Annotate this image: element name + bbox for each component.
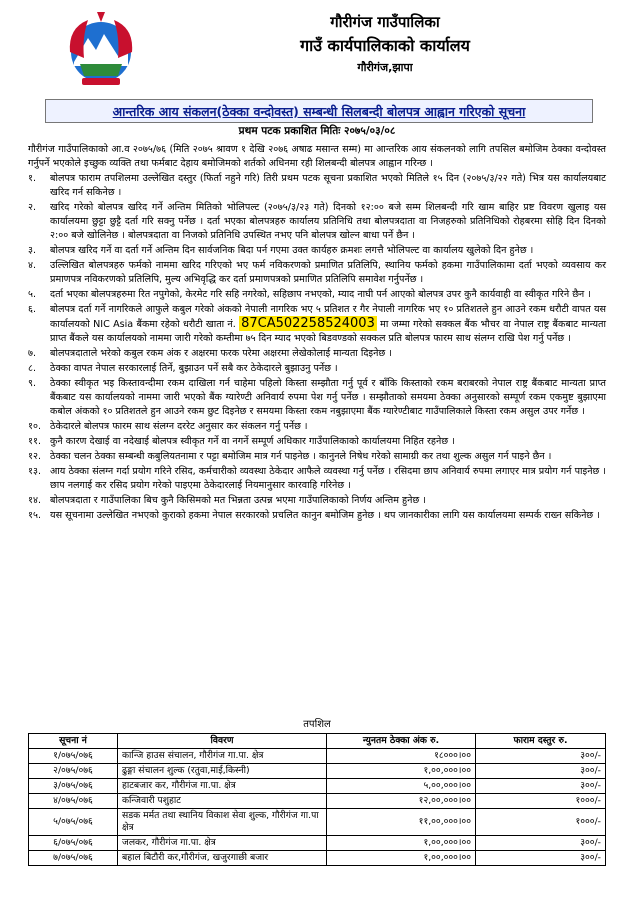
condition-item [28,347,606,361]
cell-notice-no: ६/०७५/०७६ [29,836,118,851]
item-number: २. [28,202,37,213]
condition-item [28,172,606,200]
condition-item [28,450,606,464]
item-number: ६. [28,304,37,315]
nepal-emblem-icon [60,8,142,90]
cell-form-fee: ३००/- [476,779,606,794]
item-number: १२. [28,451,42,462]
cell-notice-no: ४/०७५/०७६ [29,794,118,809]
condition-item [28,420,606,434]
condition-item [28,244,606,258]
col-header-description: विवरण [118,734,327,749]
cell-min-amount: ११,००,०००।०० [327,809,476,836]
deposit-text-after: मा जम्मा गरेको सक्कल बैंक भौचर वा नेपाल राष्ट्र बैंकबाट मान्यता प्राप्त बैंकले यस कार्यालयको नाममा जारी गरेको कम्तीमा ७५ दिन म्याद भएको बिडवण्डको सक्कल प्रति बोलपत्र फारम साथ संलग्न राखि पेश गर्नु पर्नेछ । [50,319,606,344]
item-text: यस सूचनामा उल्लेखित नभएको कुराको हकमा नेपाल सरकारको प्रचलित कानुन बमोजिम हुनेछ । थप जानकारीका लागि यस कार्यालयमा सम्पर्क राख्न सकिनेछ । [50,510,600,521]
item-text: उल्लिखित बोलपत्रहरु फर्मको नाममा खरिद गरिएको भए फर्म नविकरणको प्रमाणित प्रतिलिपि, स्थानिय फर्मको हकमा गाउँपालिकामा दर्ता भएको व्यवसाय कर प्रमाणपत्र नविकरणको प्रतिलिपि, मुल्य अभिवृद्धि कर दर्ता प्रमाणपत्रको प्रमाणित प्रतिलिपि समावेश गर्नुपर्नेछ । [50,260,606,285]
item-number: १. [28,173,37,184]
office-title: गाउँ कार्यपालिकाको कार्यालय [300,36,470,55]
cell-description: कन्जिवारी पशुहाट [118,794,327,809]
cell-notice-no: २/०७५/०७६ [29,764,118,779]
notice-title: आन्तरिक आय संकलन(ठेक्का वन्दोवस्त) सम्बन्धी सिलबन्दी बोलपत्र आह्वान गरिएको सूचना [112,103,526,119]
table-row [29,779,606,794]
cell-form-fee: १०००/- [476,809,606,836]
item-number: ११. [28,436,42,447]
notice-body [28,143,606,524]
cell-description: कान्जि हाउस संचालन, गौरीगंज गा.पा. क्षेत्र [118,749,327,764]
cell-min-amount: १२,००,०००।०० [327,794,476,809]
item-number: ४. [28,260,37,271]
condition-item-deposit [28,303,606,346]
cell-min-amount: १,००,०००।०० [327,764,476,779]
item-number: ५. [28,289,37,300]
item-number: ९. [28,378,37,389]
office-address: गौरीगंज,झापा [357,61,413,74]
cell-description: सडक मर्मत तथा स्थानिय विकाश सेवा शुल्क, गौरीगंज गा.पा क्षेत्र [118,809,327,836]
deposit-account-number: 87CA502258524003 [241,316,375,331]
cell-notice-no: ७/०७५/०७६ [29,851,118,866]
cell-min-amount: ५,००,०००।०० [327,779,476,794]
cell-min-amount: १,००,०००।०० [327,851,476,866]
cell-form-fee: ३००/- [476,836,606,851]
table-row [29,764,606,779]
item-text: बोलपत्रदाताले भरेको कबुल रकम अंक र अक्षरमा फरक परेमा अक्षरमा लेखेकोलाई मान्यता दिइनेछ । [50,348,392,359]
condition-item [28,494,606,508]
cell-description: हाटबजार कर, गौरीगंज गा.पा. क्षेत्र [118,779,327,794]
item-text: ठेक्का चलन ठेक्का सम्बन्धी कबुलियतनामा र पट्टा बमोजिम मात्र गर्न पाइनेछ । कानुनले निषेध गरेको सामाग्री कर तथा शुल्क असुल गर्न पाइने छैन । [50,451,552,462]
table-row [29,836,606,851]
intro-paragraph: गौरीगंज गाउँपालिकाको आ.व २०७५/७६ (मिति २०७५ श्रावण १ देखि २०७६ अषाढ मसान्त सम्म) मा आन्तरिक आय संकलनको लागि तपसिल बमोजिम ठेक्का वन्दोवस्त गर्नुपर्ने भएकोले इच्छुक व्यक्ति तथा फर्मबाट देहाय बमोजिमको शर्तको अधिनमा रही शिलबन्दी बोलपत्र आह्वान गरिन्छ । [28,144,606,169]
cell-notice-no: ५/०७५/०७६ [29,809,118,836]
item-number: १५. [28,510,42,521]
cell-notice-no: १/०७५/०७६ [29,749,118,764]
item-number: ७. [28,348,37,359]
cell-description: ढुङ्गा संचालन शुल्क (रतुवा,माई,किस्नी) [118,764,327,779]
item-number: १३. [28,466,42,477]
col-header-min-amount: न्युनतम ठेक्का अंक रु. [327,734,476,749]
item-text: दर्ता भएका बोलपत्रहरुमा रित नपुगेको, केरमेट गरि सहि नगरेको, सहिछाप नभएको, म्याद नाघी पर्न आएको बोलपत्र उपर कुनै कार्यवाही वा स्वीकृत गरिने छैन । [50,289,591,300]
item-text: बोलपत्र खरिद गर्ने वा दर्ता गर्ने अन्तिम दिन सार्वजनिक बिदा पर्न गएमा उक्त कार्यहरु क्रमशः लगत्तै भोलिपल्ट वा कार्यालय खुलेको दिन हुनेछ । [50,245,534,256]
item-text: खरिद गरेको बोलपत्र खरिद गर्ने अन्तिम मितिको भोलिपल्ट (२०७५/३/२३ गते) दिनको १२:०० बजे सम्म शिलबन्दी गरि खाम बाहिर प्रष्ट विवरण खुलाइ यस कार्यालयमा छुट्टा छुट्टै दर्ता गरि सक्नु पर्नेछ । दर्ता भएका बोलपत्रहरु कार्यालय प्रतिनिधि तथा बोलपत्रदाता वा निजहरुको प्रतिनिधिको रोहबरमा सोहि दिन दिनको २:०० बजे खोलिनेछ । बोलपत्रदाता वा निजको प्रतिनिधि उपस्थित नभए पनि बोलपत्र खोल्न बाधा पर्ने छैन । [50,202,606,241]
condition-item [28,362,606,376]
table-row [29,809,606,836]
item-number: ८. [28,363,37,374]
cell-notice-no: ३/०७५/०७६ [29,779,118,794]
letterhead [0,0,634,95]
col-header-form-fee: फाराम दस्तुर रु. [476,734,606,749]
condition-item [28,259,606,287]
table-row [29,749,606,764]
item-text: बोलपत्र फाराम तपशिलमा उल्लेखित दस्तुर (फिर्ता नहुने गरि) तिरी प्रथम पटक सूचना प्रकाशित भएको मितिले १५ दिन (२०७५/३/२२ गते) भित्र यस कार्यालयबाट खरिद गर्न सकिनेछ । [50,173,606,198]
cell-form-fee: ३००/- [476,749,606,764]
item-text: ठेक्का वापत नेपाल सरकारलाई तिर्ने, बुझाउन पर्ने सबै कर ठेकेदारले बुझाउनु पर्नेछ । [50,363,338,374]
table-row [29,851,606,866]
cell-form-fee: १०००/- [476,794,606,809]
condition-item [28,435,606,449]
deposit-text-before: बोलपत्र दर्ता गर्ने नागरिकले आफुले कबुल गरेको अंकको नेपाली नागरिक भए ५ प्रतिशत र गैर नेपाली नागरिक भए १० प्रतिशतले हुन आउने रकम धरौटी वापत यस कार्यालयको NIC Asia बैंकमा रहेको धरौटी खाता नं. [50,304,606,330]
col-header-notice-no: सूचना नं [29,734,118,749]
item-number: १४. [28,495,42,506]
condition-item [28,465,606,493]
table-row [29,794,606,809]
item-text: बोलपत्रदाता र गाउँपालिका बिच कुनै किसिमको मत भिन्नता उत्पन्न भएमा गाउँपालिकाको निर्णय अन्तिम हुनेछ । [50,495,426,506]
item-text: कुनै कारण देखाई वा नदेखाई बोलपत्र स्वीकृत गर्ने वा नगर्ने सम्पूर्ण अधिकार गाउँपालिकाको कार्यालयमा निहित रहनेछ । [50,436,455,447]
cell-min-amount: १८०००।०० [327,749,476,764]
cell-description: जलकर, गौरीगंज गा.पा. क्षेत्र [118,836,327,851]
cell-form-fee: ३००/- [476,851,606,866]
published-date: प्रथम पटक प्रकाशित मितिः २०७५/०३/०८ [238,125,396,137]
cell-min-amount: १,००,०००।०० [327,836,476,851]
cell-form-fee: ३००/- [476,764,606,779]
notice-title-box [45,99,593,123]
item-text: आय ठेक्का संलग्न गर्दा प्रयोग गरिने रसिद, कर्मचारीको व्यवस्था ठेकेदार आफैले व्यवस्था गर्नु पर्नेछ । रसिदमा छाप अनिवार्य रुपमा लगाएर मात्र प्रयोग गर्न पाइनेछ । छाप नलगाई कर रसिद प्रयोग गरेको पाइएमा ठेकेदारलाई नियमानुसार कारवाहि गरिनेछ । [50,466,606,491]
condition-item [28,201,606,243]
table-header-row [29,734,606,749]
schedule-table [28,733,606,866]
item-text: ठेकेदारले बोलपत्र फारम साथ संलग्न दररेट अनुसार कर संकलन गर्नु पर्नेछ । [50,421,308,432]
schedule-caption: तपशिल [303,719,331,730]
condition-item [28,288,606,302]
office-name: गौरीगंज गाउँपालिका [330,13,440,31]
item-number: १०. [28,421,42,432]
item-number: ३. [28,245,37,256]
condition-item [28,509,606,523]
cell-description: बहाल बिटौरी कर,गौरीगंज, खजुरगाछी बजार [118,851,327,866]
item-text: ठेक्का स्वीकृत भइ किस्तावन्दीमा रकम दाखिला गर्न चाहेमा पहिलो किस्ता सम्झौता गर्नु पूर्व र बाँकि किस्ताको रकम बराबरको नेपाल राष्ट्र बैंकबाट मान्यता प्राप्त बैंकबाट यस कार्यालयको नाममा जारी भएको बैंक ग्यारेण्टी अनिवार्य रुपमा पेश गर्नु पर्नेछ । सम्झौताको समयमा ठेक्का अनुसारको सम्पूर्ण रकम एकमुष्ट बुझाएमा कबोल अंकको १० प्रतिशतले हुन आउने रकम छुट दिइनेछ र समयमा किस्ता रकम नबुझाएमा बैंक ग्यारेण्टीबाट गाउँपालिकाले किस्ता रकम असुल उपर गर्नेछ । [50,378,606,417]
condition-item [28,377,606,419]
